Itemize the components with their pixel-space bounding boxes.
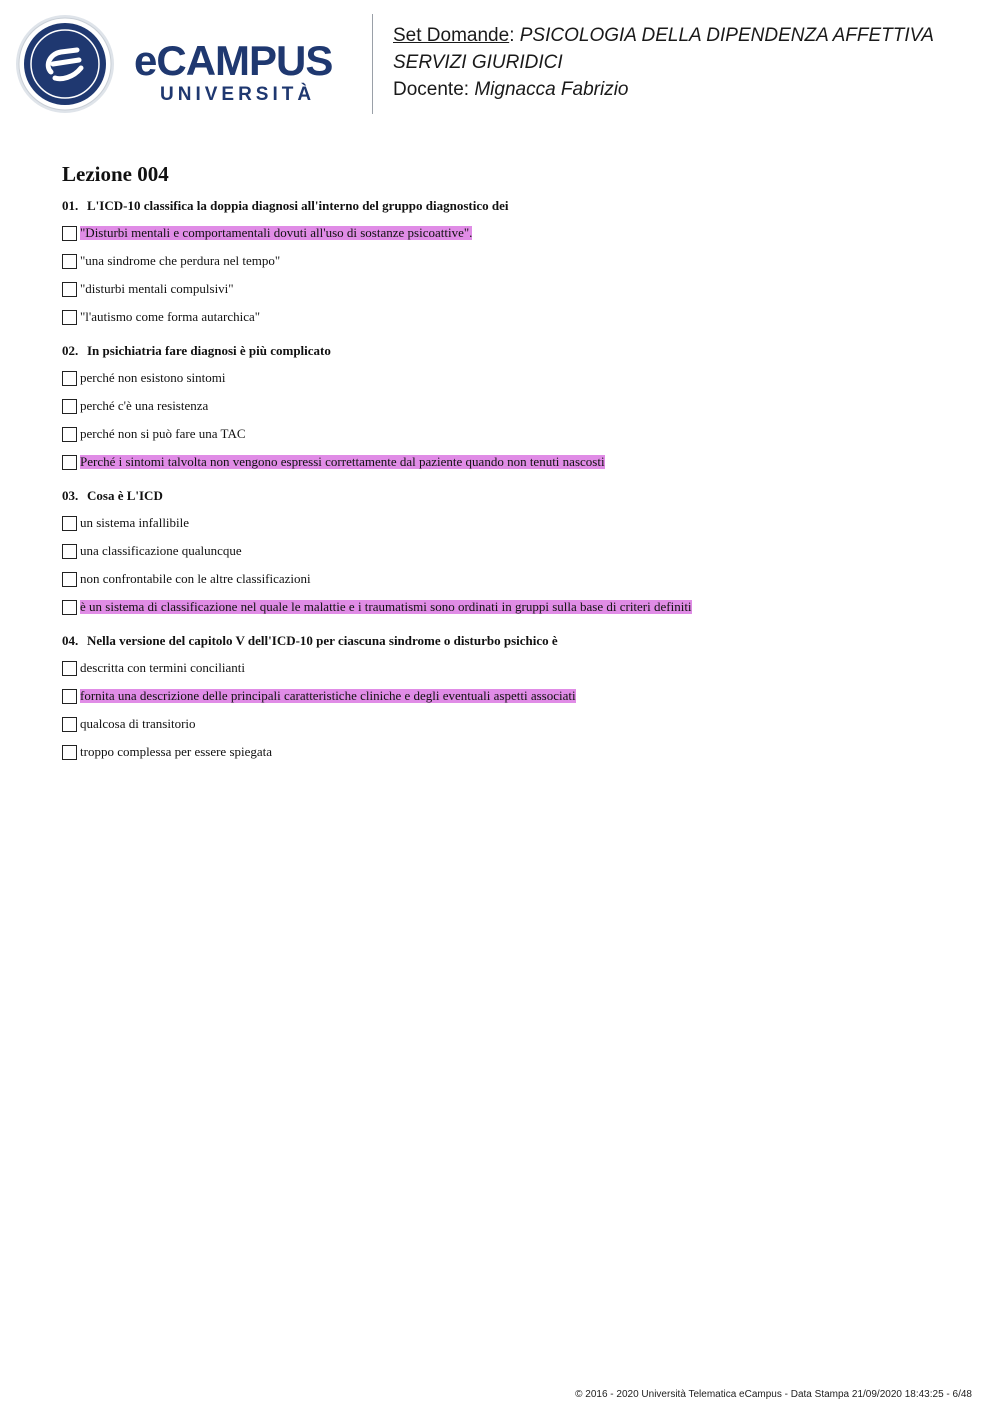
answer-option	[62, 688, 962, 704]
answer-checkbox[interactable]	[62, 226, 77, 241]
answer-checkbox[interactable]	[62, 310, 77, 325]
answer-option	[62, 309, 962, 325]
question-list	[62, 198, 962, 778]
answer-checkbox[interactable]	[62, 516, 77, 531]
question-number: 01.	[62, 198, 79, 213]
answer-option	[62, 571, 962, 587]
answer-option	[62, 716, 962, 732]
answer-option	[62, 660, 962, 676]
question-number: 03.	[62, 488, 79, 503]
answer-option	[62, 370, 962, 386]
answer-label: non confrontabile con le altre classificazioni	[80, 571, 311, 586]
question-prompt: L'ICD-10 classifica la doppia diagnosi all'interno del gruppo diagnostico dei	[87, 198, 509, 213]
answer-checkbox[interactable]	[62, 282, 77, 297]
answer-checkbox[interactable]	[62, 745, 77, 760]
lesson-title: Lezione 004	[62, 162, 169, 186]
answer-checkbox[interactable]	[62, 427, 77, 442]
question-2	[62, 343, 962, 470]
question-prompt: In psichiatria fare diagnosi è più complicato	[87, 343, 331, 358]
answer-checkbox[interactable]	[62, 254, 77, 269]
answer-label: è un sistema di classificazione nel quale le malattie e i traumatismi sono ordinati in gruppi sulla base di criteri definiti	[80, 599, 692, 614]
answer-label: una classificazione qualuncque	[80, 543, 242, 558]
answer-label: "disturbi mentali compulsivi"	[80, 281, 234, 296]
question-prompt: Cosa è L'ICD	[87, 488, 163, 503]
page-footer: © 2016 - 2020 Università Telematica eCampus - Data Stampa 21/09/2020 18:43:25 - 6/48	[575, 1389, 972, 1400]
teacher-name: Mignacca Fabrizio	[474, 79, 629, 100]
answer-option	[62, 225, 962, 241]
answer-label: troppo complessa per essere spiegata	[80, 744, 273, 759]
answer-label: un sistema infallibile	[80, 515, 190, 530]
question-4	[62, 633, 962, 760]
set-separator: :	[509, 25, 520, 46]
page-header	[0, 0, 1000, 130]
answer-checkbox[interactable]	[62, 399, 77, 414]
university-seal-logo	[15, 14, 115, 114]
answer-checkbox[interactable]	[62, 455, 77, 470]
answer-checkbox[interactable]	[62, 717, 77, 732]
answer-option	[62, 426, 962, 442]
answer-option	[62, 253, 962, 269]
answer-checkbox[interactable]	[62, 544, 77, 559]
logo-subtitle: UNIVERSITÀ	[160, 84, 316, 105]
answer-checkbox[interactable]	[62, 600, 77, 615]
answer-checkbox[interactable]	[62, 689, 77, 704]
answer-option	[62, 543, 962, 559]
answer-checkbox[interactable]	[62, 572, 77, 587]
answer-label: "l'autismo come forma autarchica"	[80, 309, 261, 324]
question-text	[62, 198, 962, 213]
answer-checkbox[interactable]	[62, 661, 77, 676]
course-line-1	[393, 22, 993, 49]
ecampus-wordmark	[134, 38, 359, 106]
answer-option	[62, 281, 962, 297]
answer-label: fornita una descrizione delle principali caratteristiche cliniche e degli eventuali aspetti associati	[80, 688, 576, 703]
answer-checkbox[interactable]	[62, 371, 77, 386]
question-text	[62, 343, 962, 358]
course-info	[393, 22, 993, 103]
answer-label: perché c'è una resistenza	[80, 398, 209, 413]
answer-option	[62, 599, 962, 615]
logo-word: eCAMPUS	[134, 37, 333, 84]
answer-option	[62, 515, 962, 531]
answer-option	[62, 454, 962, 470]
answer-label: Perché i sintomi talvolta non vengono espressi correttamente dal paziente quando non tenuti nascosti	[80, 454, 605, 469]
set-label: Set Domande	[393, 25, 510, 46]
question-number: 04.	[62, 633, 79, 648]
answer-option	[62, 398, 962, 414]
course-line-2: SERVIZI GIURIDICI	[393, 52, 563, 73]
teacher-label: Docente:	[393, 79, 475, 100]
header-divider	[372, 14, 373, 114]
question-text	[62, 633, 962, 648]
answer-label: "Disturbi mentali e comportamentali dovuti all'uso di sostanze psicoattive".	[80, 225, 473, 240]
answer-label: qualcosa di transitorio	[80, 716, 196, 731]
answer-label: perché non si può fare una TAC	[80, 426, 246, 441]
question-text	[62, 488, 962, 503]
question-1	[62, 198, 962, 325]
question-3	[62, 488, 962, 615]
answer-label: descritta con termini concilianti	[80, 660, 245, 675]
answer-label: perché non esistono sintomi	[80, 370, 226, 385]
answer-option	[62, 744, 962, 760]
question-prompt: Nella versione del capitolo V dell'ICD-10 per ciascuna sindrome o disturbo psichico è	[87, 633, 558, 648]
course-title: PSICOLOGIA DELLA DIPENDENZA AFFETTIVA	[519, 25, 934, 46]
answer-label: "una sindrome che perdura nel tempo"	[80, 253, 281, 268]
teacher-line	[393, 76, 993, 103]
question-number: 02.	[62, 343, 79, 358]
